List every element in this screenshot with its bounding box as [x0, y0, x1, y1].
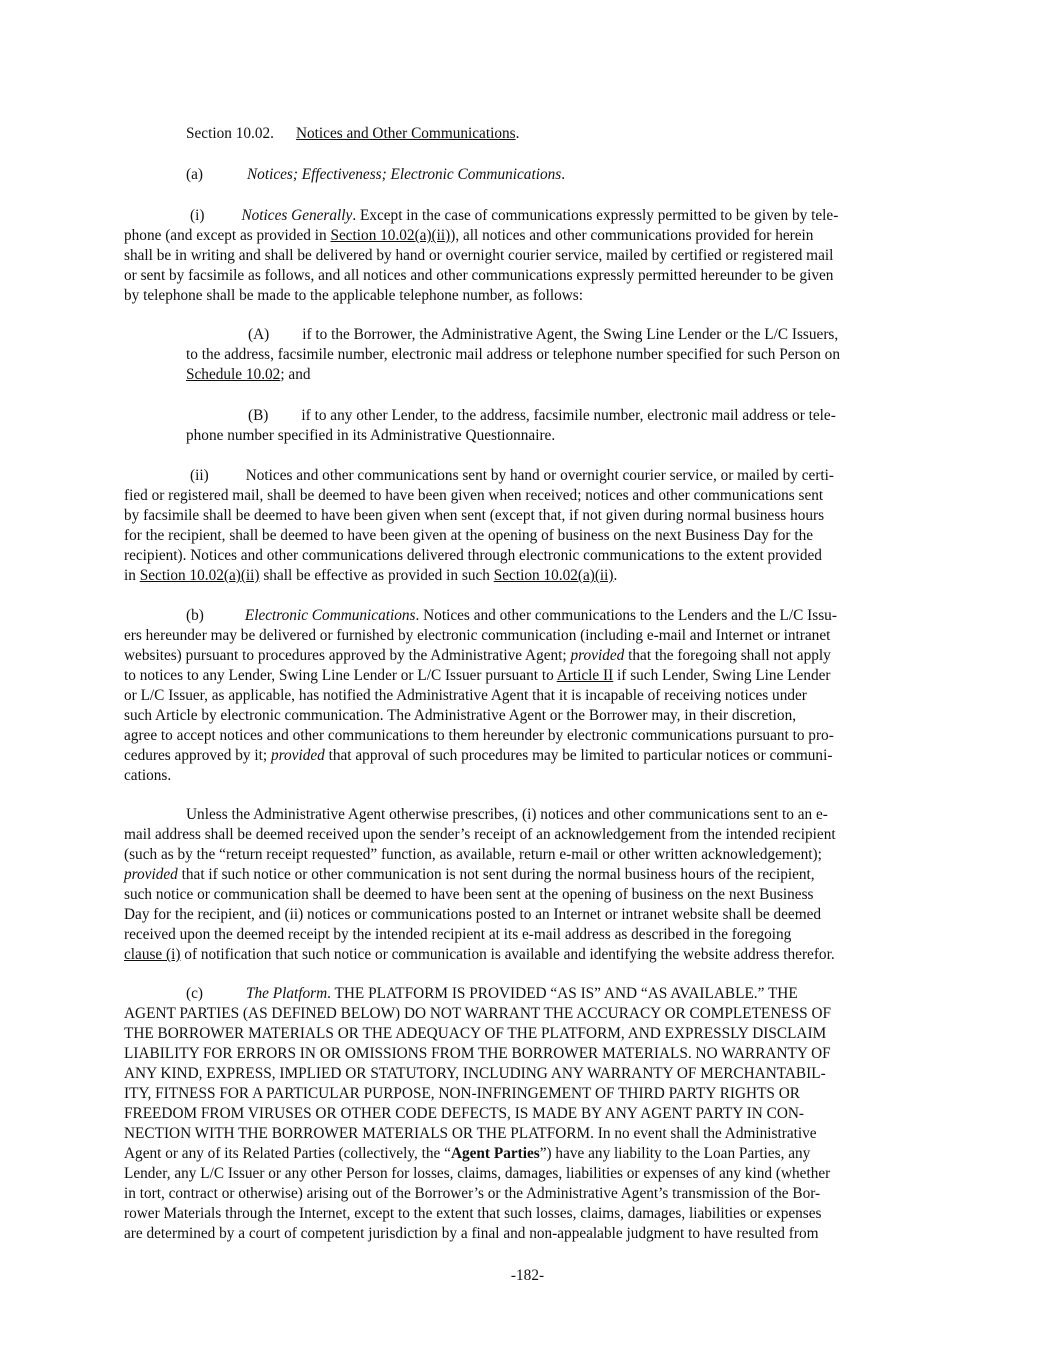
clause-ref: clause (i)	[124, 946, 181, 963]
section-heading: Section 10.02. Notices and Other Communications.	[186, 125, 520, 142]
paragraph-c: (c) The Platform. THE PLATFORM IS PROVIDED “AS IS” AND “AS AVAILABLE.” THE AGENT PARTIES (AS DEFINED BELOW) DO NOT WARRANT THE ACCURACY OR COMPLETENESS OF THE BORROWER MATERIALS OR THE ADEQUACY OF THE PLATFORM, AND EXPRESSLY DISCLAIM LIABILITY FOR ERRORS IN OR OMISSIONS FROM THE BORROWER MATERIALS. NO WARRANTY OF ANY KIND, EXPRESS, IMPLIED OR STATUTORY, INCLUDING ANY WARRANTY OF MERCHANTABIL- ITY, FITNESS FOR A PARTICULAR PURPOSE, NON-INFRINGEMENT OF THIRD PARTY RIGHTS OR FREEDOM FROM VIRUSES OR OTHER CODE DEFECTS, IS MADE BY ANY AGENT PARTY IN CON- NECTION WITH THE BORROWER MATERIALS OR THE PLATFORM. In no event shall the Administrative Agent or any of its Related Parties (collectively, the “Agent Parties”) have any liability to the Loan Parties, any Lender, any L/C Issuer or any other Person for losses, claims, damages, liabilities or expenses of any kind (whether in tort, contract or otherwise) arising out of the Borrower’s or the Administrative Agent’s transmission of the Bor- rower Materials through the Internet, except to the extent that such losses, claims, damages, liabilities or expenses are determined by a court of competent jurisdiction by a final and non-appealable judgment to have resulted from	[124, 985, 832, 1242]
paragraph-b-title: Electronic Communications	[244, 607, 416, 624]
page-number: -182-	[510, 1267, 545, 1284]
section-title: Notices and Other Communications	[295, 125, 516, 142]
paragraph-i-title: Notices Generally	[241, 207, 353, 224]
item-a: (A) if to the Borrower, the Administrative Agent, the Swing Line Lender or the L/C Issuers, to the address, facsimile number, electronic mail address or telephone number specified for such Person on Schedule 10.02; and	[186, 326, 840, 383]
subsection-a-title: Notices; Effectiveness; Electronic Communications	[246, 166, 562, 183]
agent-parties-term: Agent Parties	[450, 1145, 540, 1162]
article-ref: Article II	[556, 667, 614, 684]
item-b: (B) if to any other Lender, to the address, facsimile number, electronic mail address or tele- phone number specified in its Administrative Questionnaire.	[186, 407, 836, 444]
paragraph-c-title: The Platform	[245, 985, 328, 1002]
paragraph-b: (b) Electronic Communications. Notices and other communications to the Lenders and the L/C Issu- ers hereunder may be delivered or furnished by electronic communication (including e-mail and Internet or intranet websites) pursuant to procedures approved by the Administrative Agent; provided that the foregoing shall not apply to notices to any Lender, Swing Line Lender or L/C Issuer pursuant to Article II if such Lender, Swing Line Lender or L/C Issuer, as applicable, has notified the Administrative Agent that it is incapable of receiving notices under such Article by electronic communication. The Administrative Agent or the Borrower may, in their discretion, agree to accept notices and other communications to them hereunder by electronic communications pursuant to pro- cedures approved by it; provided that approval of such procedures may be limited to particular notices or communi- cations.	[124, 607, 837, 784]
section-ref-link: Section 10.02(a)(ii)	[330, 227, 451, 244]
subsection-a-heading: (a) Notices; Effectiveness; Electronic Communications.	[186, 166, 566, 183]
paragraph-ii: (ii) Notices and other communications sent by hand or overnight courier service, or mailed by certi- fied or registered mail, shall be deemed to have been given when received; notices and other communications sent by facsimile shall be deemed to have been given when sent (except that, if not given during normal business hours for the recipient, shall be deemed to have been given at the opening of business on the next Business Day for the recipient). Notices and other communications delivered through electronic communications to the extent provided in Section 10.02(a)(ii) shall be effective as provided in such Section 10.02(a)(ii).	[124, 467, 835, 584]
subsection-a-label: (a)	[186, 166, 203, 183]
schedule-ref: Schedule 10.02	[186, 366, 281, 383]
section-number: Section 10.02.	[186, 125, 274, 142]
paragraph-unless: Unless the Administrative Agent otherwise prescribes, (i) notices and other communications sent to an e- mail address shall be deemed received upon the sender’s receipt of an acknowledgement from the intended recipient (such as by the “return receipt requested” function, as available, return e-mail or other written acknowledgement); provided that if such notice or other communication is not sent during the normal business hours of the recipient, such notice or communication shall be deemed to have been sent at the opening of business on the next Business Day for the recipient, and (ii) notices or communications posted to an Internet or intranet website shall be deemed received upon the deemed receipt by the intended recipient at its e-mail address as described in the foregoing clause (i) of notification that such notice or communication is available and identifying the website address therefor.	[124, 806, 836, 963]
paragraph-i: (i) Notices Generally. Except in the case of communications expressly permitted to be given by tele- phone (and except as provided in Section 10.02(a)(ii)), all notices and other communications provided for herein shall be in writing and shall be delivered by hand or overnight courier service, mailed by certified or registered mail or sent by facsimile as follows, and all notices and other communications expressly permitted hereunder to be given by telephone shall be made to the applicable telephone number, as follows:	[124, 207, 839, 304]
